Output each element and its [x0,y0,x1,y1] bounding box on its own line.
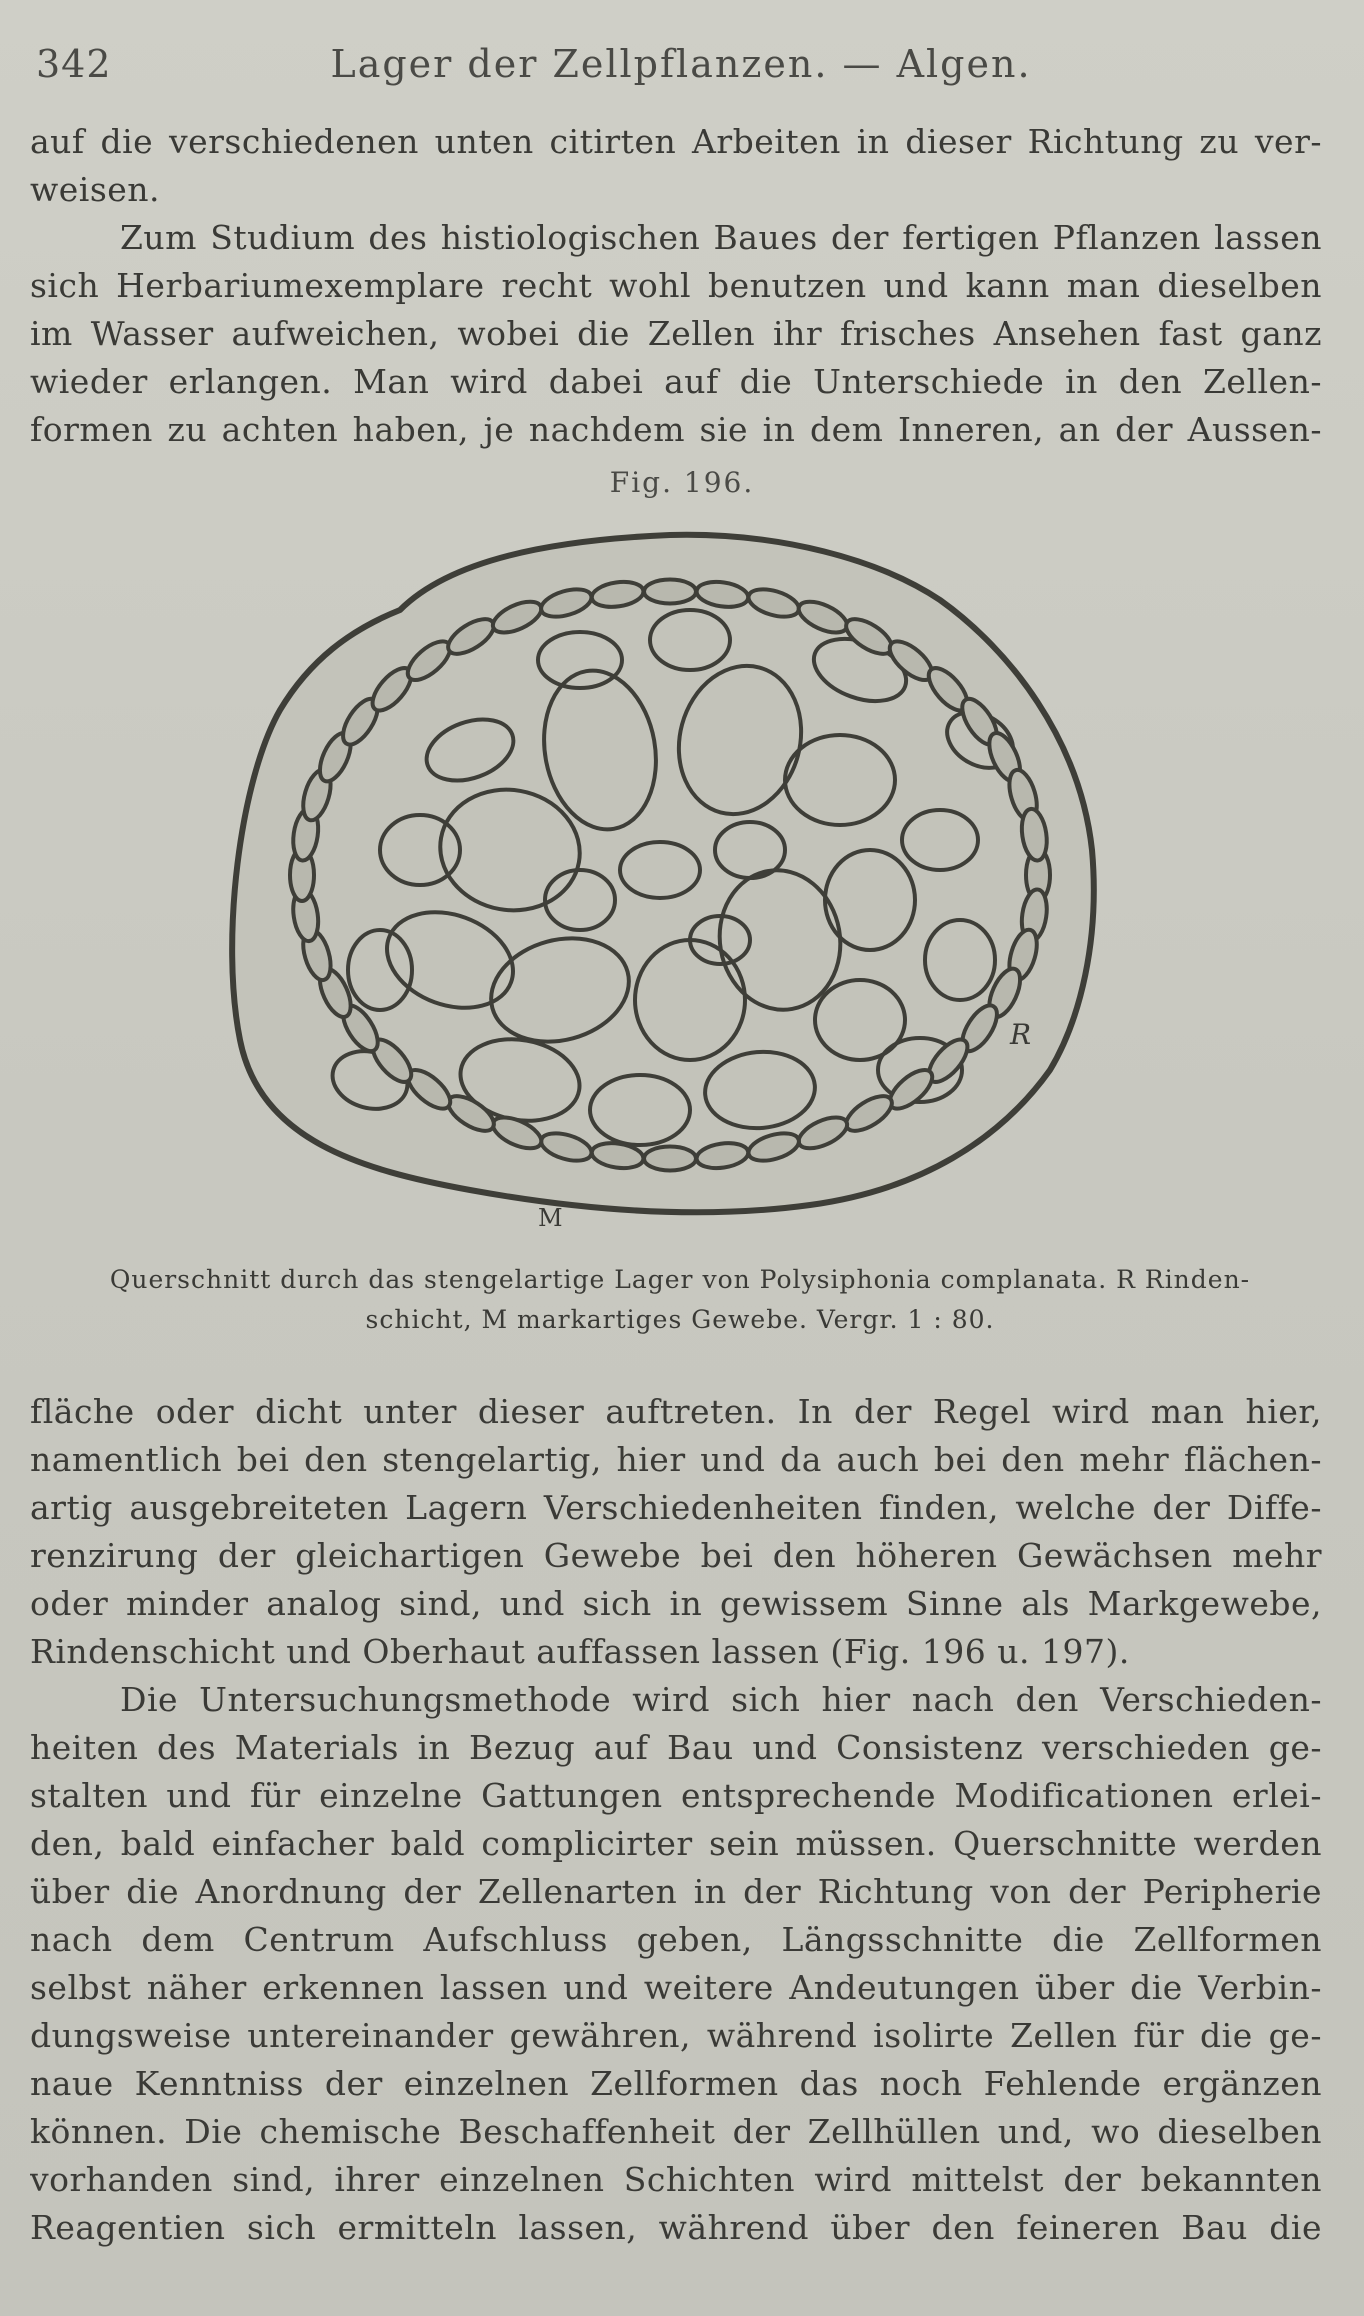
text-line: weisen. [30,170,161,209]
figure-label: Fig. 196. [609,466,755,499]
text-line: naue Kenntniss der einzelnen Zellformen das noch Fehlende ergänzen [30,2064,1322,2103]
text-line: dungsweise untereinander gewähren, während isolirte Zellen für die ge- [30,2016,1322,2055]
text-line: stalten und für einzelne Gattungen entsprechende Modificationen erlei- [30,1776,1322,1815]
text-line: Zum Studium des histiologischen Baues der fertigen Pflanzen lassen [120,218,1322,257]
text-line: selbst näher erkennen lassen und weitere Andeutungen über die Verbin- [30,1968,1322,2007]
text-line: können. Die chemische Beschaffenheit der Zellhüllen und, wo dieselben [30,2112,1322,2151]
text-line: den, bald einfacher bald complicirter sein müssen. Querschnitte werden [30,1824,1322,1863]
text-line: wieder erlangen. Man wird dabei auf die Unterschiede in den Zellen- [30,362,1322,401]
cortical-cell [644,1147,696,1171]
cortical-cell [644,580,696,604]
text-line: Rindenschicht und Oberhaut auffassen lassen (Fig. 196 u. 197). [30,1632,1130,1671]
text-line: namentlich bei den stengelartig, hier und da auch bei den mehr flächen- [30,1440,1322,1479]
text-line: oder minder analog sind, und sich in gewissem Sinne als Markgewebe, [30,1584,1322,1623]
running-title: Lager der Zellpflanzen. — Algen. [330,42,1032,86]
text-line: Die Untersuchungsmethode wird sich hier nach den Verschieden- [120,1680,1322,1719]
text-line: nach dem Centrum Aufschluss geben, Längsschnitte die Zellformen [30,1920,1322,1959]
page-header [36,42,1326,98]
text-line: renzirung der gleichartigen Gewebe bei den höheren Gewächsen mehr [30,1536,1322,1575]
figure-caption [60,1260,1300,1340]
text-line: formen zu achten haben, je nachdem sie in dem Inneren, an der Aussen- [30,410,1322,449]
text-line: im Wasser aufweichen, wobei die Zellen ihr frisches Ansehen fast ganz [30,314,1322,353]
text-line: vorhanden sind, ihrer einzelnen Schichten wird mittelst der bekannten [30,2160,1322,2199]
figure-label-r: R [1010,1018,1032,1051]
page-number: 342 [36,42,112,86]
text-line: Reagentien sich ermitteln lassen, während über den feineren Bau die [30,2208,1322,2247]
text-line: auf die verschiedenen unten citirten Arbeiten in dieser Richtung zu ver- [30,122,1322,161]
caption-line-2: schicht, M markartiges Gewebe. Vergr. 1 : 80. [365,1305,995,1334]
figure-label-m: M [538,1204,563,1232]
text-line: artig ausgebreiteten Lagern Verschiedenheiten finden, welche der Diffe- [30,1488,1322,1527]
paragraph-bottom [30,1388,1322,2252]
text-line: sich Herbariumexemplare recht wohl benutzen und kann man dieselben [30,266,1322,305]
figure-outline [232,535,1094,1212]
text-line: heiten des Materials in Bezug auf Bau und Consistenz verschieden ge- [30,1728,1322,1767]
paragraph-top [30,118,1322,454]
text-line: über die Anordnung der Zellenarten in der Richtung von der Peripherie [30,1872,1322,1911]
figure-illustration [220,520,1120,1220]
text-line: fläche oder dicht unter dieser auftreten. In der Regel wird man hier, [30,1392,1322,1431]
caption-line-1: Querschnitt durch das stengelartige Lager von Polysiphonia complanata. R Rinden- [109,1265,1251,1294]
